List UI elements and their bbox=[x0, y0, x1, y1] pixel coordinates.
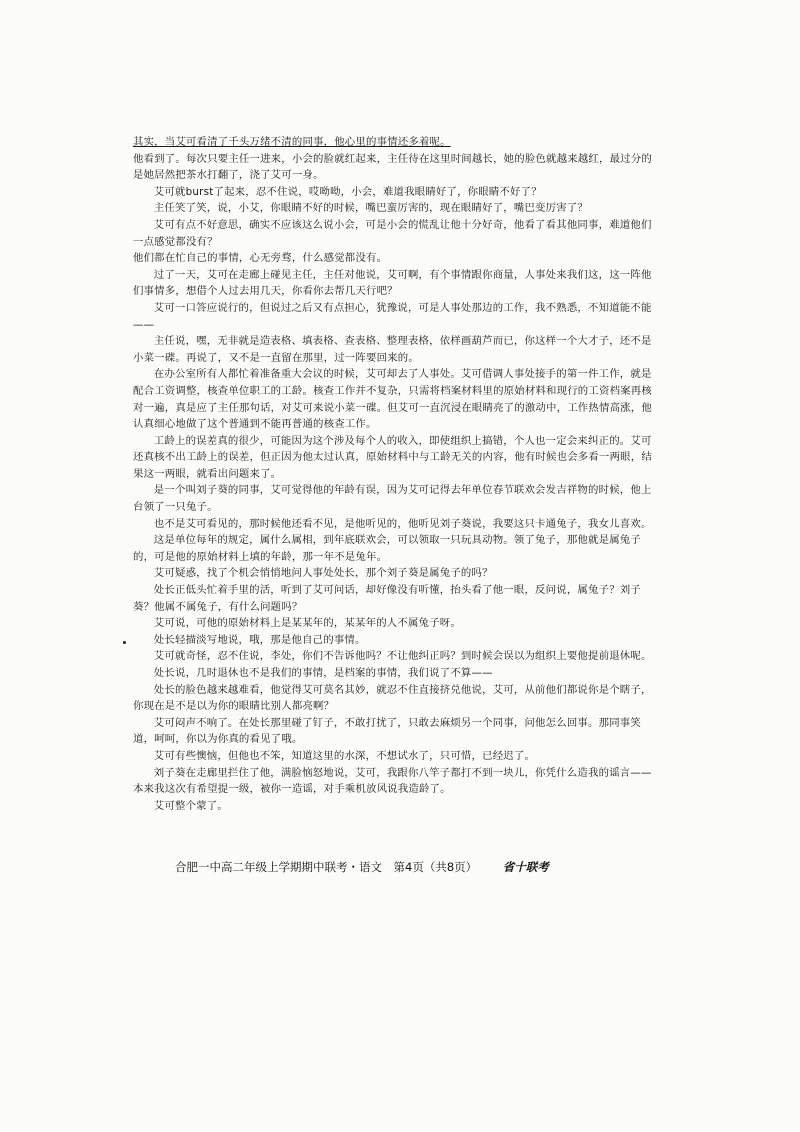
paragraph: 他们都在忙自己的事情，心无旁骛，什么感觉都没有。 bbox=[133, 252, 388, 265]
paragraph: 处长正低头忙着手里的活，听到了艾可问话，却好像没有听懂，抬头看了他一眼，反问说，属兔子？刘子葵？他属不属兔子，有什么问题吗？ bbox=[133, 584, 641, 613]
paragraph: 其实，当艾可看清了千头万绪不清的同事，他心里的事情还多着呢。 bbox=[133, 136, 451, 148]
paragraph: 艾可就burst了起来，忍不住说，哎呦呦，小会，难道我眼睛好了，你眼睛不好了？ bbox=[153, 185, 542, 198]
margin-mark bbox=[123, 641, 126, 644]
paragraph: 主任笑了笑，说，小艾，你眼睛不好的时候，嘴巴蛮厉害的，现在眼睛好了，嘴巴变厉害了？ bbox=[153, 202, 589, 215]
paragraph: 处长轻描淡写地说，哦，那是他自己的事情。 bbox=[153, 633, 366, 646]
paragraph: 艾可有些懊恼，但他也不笨，知道这里的水深，不想试水了，只可惜，已经迟了。 bbox=[153, 749, 536, 762]
exam-stamp: 省十联考 bbox=[502, 860, 549, 874]
footer-text: 合肥一中高二年级上学期期中联考・语文 第4页（共8页） bbox=[175, 860, 478, 874]
page-footer bbox=[175, 859, 615, 875]
paragraph: 工龄上的误差真的很少，可能因为这个涉及每个人的收入，即使组织上搞错，个人也一定会来纠正的。艾可还真核不出工龄上的误差，但正因为他太过认真，原始材料中与工龄无关的内容，他有时候也会多看一两眼，结果这一两眼，就看出问题来了。 bbox=[133, 434, 652, 480]
paragraph: 这是单位每年的规定，属什么属相，到年底联欢会，可以领取一只玩具动物。领了兔子，那他就是属兔子的，可是他的原始材料上填的年龄，那一年不是兔年。 bbox=[133, 534, 641, 563]
paragraph: 在办公室所有人都忙着准备重大会议的时候，艾可却去了人事处。艾可借调人事处接手的第一件工作，就是配合工资调整，核查单位职工的工龄。核查工作并不复杂，只需将档案材料里的原始材料和现行的工资档案再核对一遍，真是应了主任那句话，对艾可来说小菜一碟。但艾可一直沉浸在眼睛亮了的激动中，工作热情高涨，他认真细心地做了这个普通到不能再普通的核查工作。 bbox=[133, 368, 652, 431]
paragraph: 刘子葵在走廊里拦住了他，满脸恼怒地说，艾可，我跟你八竿子都打不到一块儿，你凭什么造我的谣言——本来我这次有希望提一级，被你一造谣，对手乘机放风说我造龄了。 bbox=[133, 766, 652, 796]
paragraph: 也不是艾可看见的，那时候他还看不见，是他听见的，他听见刘子葵说，我要这只卡通兔子，我女儿喜欢。 bbox=[153, 517, 652, 530]
paragraph: 艾可疑惑，找了个机会悄悄地问人事处处长，那个刘子葵是属兔子的吗？ bbox=[153, 567, 493, 580]
article-body bbox=[133, 134, 653, 814]
paragraph: 艾可有点不好意思，确实不应该这么说小会，可是小会的慌乱让他十分好奇，他看了看其他同事，难道他们一点感觉都没有？ bbox=[133, 218, 652, 248]
paragraph: 主任说，嘿，无非就是造表格、填表格、查表格、整理表格，依样画葫芦而已，你这样一个大才子，还不是小菜一碟。再说了，又不是一直留在那里，过一阵要回来的。 bbox=[133, 335, 652, 364]
paragraph: 艾可一口答应说行的，但说过之后又有点担心，犹豫说，可是人事处那边的工作，我不熟悉，不知道能不能—— bbox=[133, 301, 652, 331]
paragraph: 艾可闷声不响了。在处长那里碰了钉子，不敢打扰了，只敢去麻烦另一个同事，问他怎么回事。那同事笑道，呵呵，你以为你真的看见了哦。 bbox=[133, 716, 641, 746]
paragraph: 过了一天，艾可在走廊上碰见主任，主任对他说，艾可啊，有个事情跟你商量，人事处来我们这，这一阵他们事情多，想借个人过去用几天，你看你去帮几天行吧？ bbox=[133, 268, 652, 298]
paragraph: 处长说，几时退休也不是我们的事情，是档案的事情，我们说了不算—— bbox=[153, 667, 493, 679]
paragraph: 艾可就奇怪，忍不住说，李处，你们不告诉他吗？不让他纠正吗？到时候会误以为组织上要他提前退休呢。 bbox=[153, 650, 652, 663]
paragraph: 他看到了。每次只要主任一进来，小会的脸就红起来，主任待在这里时间越长，她的脸色就越来越红，最过分的是她居然把茶水打翻了，浇了艾可一身。 bbox=[133, 152, 652, 182]
paragraph: 艾可整个蒙了。 bbox=[153, 799, 228, 812]
paragraph: 处长的脸色越来越难看，他觉得艾可莫名其妙，就忍不住直接挤兑他说，艾可，从前他们都说你是个瞎子，你现在是不是以为你的眼睛比别人都亮啊？ bbox=[133, 683, 652, 713]
paragraph: 艾可说，可他的原始材料上是某某年的，某某年的人不属兔子呀。 bbox=[153, 617, 461, 630]
paragraph: 是一个叫刘子葵的同事，艾可觉得他的年龄有误，因为艾可记得去年单位春节联欢会发吉祥物的时候，他上台领了一只兔子。 bbox=[133, 484, 652, 514]
